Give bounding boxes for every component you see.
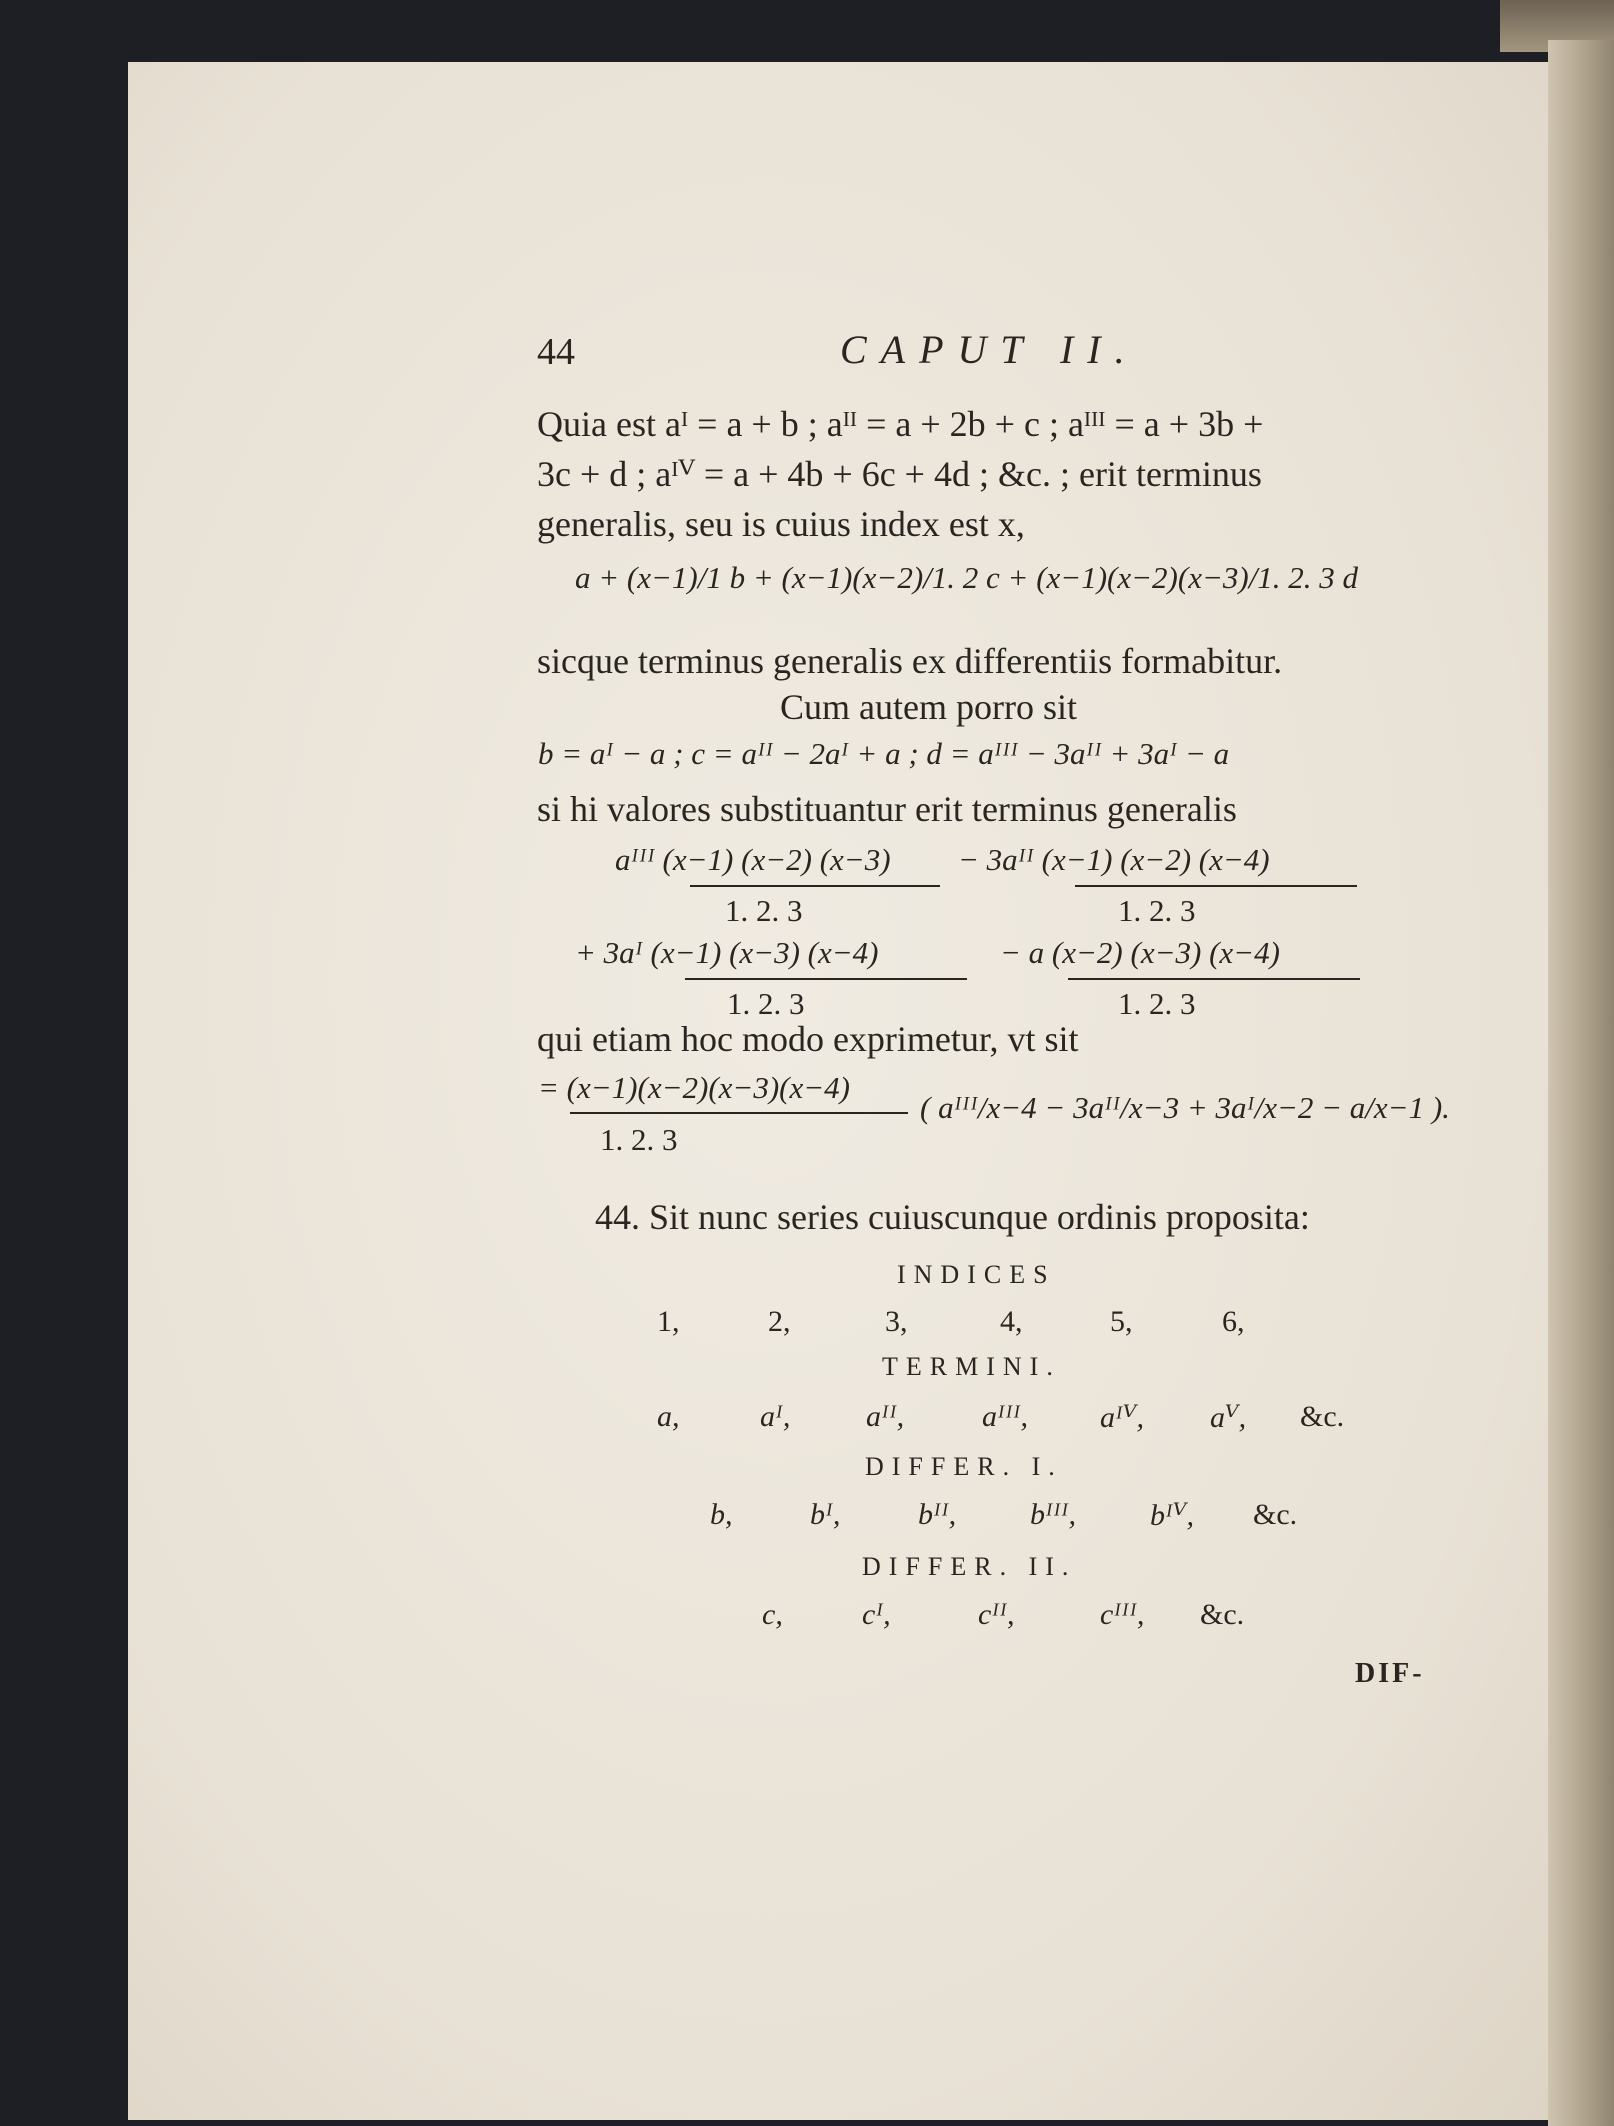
table-cell: cᴵ, <box>862 1598 891 1631</box>
table-cell: b, <box>710 1498 733 1531</box>
fraction-bar <box>1075 885 1357 887</box>
formula-differences: b = aᴵ − a ; c = aᴵᴵ − 2aᴵ + a ; d = aᴵᴵᴵ − 3aᴵᴵ + 3aᴵ − a <box>538 736 1230 771</box>
running-title: CAPUT II. <box>840 327 1139 372</box>
table-cell: aᴵⱽ, <box>1100 1401 1144 1434</box>
text-line: Cum autem porro sit <box>780 687 1077 727</box>
table-cell: 6, <box>1222 1305 1245 1338</box>
table-cell: &c. <box>1253 1498 1298 1531</box>
formula-term-numerator: aᴵᴵᴵ (x−1) (x−2) (x−3) <box>615 842 891 877</box>
section-heading: 44. Sit nunc series cuiuscunque ordinis proposita: <box>595 1197 1310 1237</box>
text-line: sicque terminus generalis ex differentiis formabitur. <box>537 641 1283 681</box>
fraction-bar <box>690 885 940 887</box>
formula-compact-denominator: 1. 2. 3 <box>600 1122 678 1157</box>
table-cell: cᴵᴵᴵ, <box>1100 1598 1145 1631</box>
table-cell: 2, <box>768 1305 791 1338</box>
page-number: 44 <box>537 331 575 373</box>
table-cell: aᴵᴵᴵ, <box>982 1400 1029 1433</box>
table-cell: aᴵ, <box>760 1400 791 1433</box>
text-line: Quia est aᴵ = a + b ; aᴵᴵ = a + 2b + c ; aᴵᴵᴵ = a + 3b + <box>537 404 1264 444</box>
fraction-bar <box>570 1112 908 1114</box>
table-cell: bᴵⱽ, <box>1150 1499 1194 1532</box>
fraction-bar <box>685 978 967 980</box>
table-heading-differ-2: DIFFER. II. <box>862 1552 1077 1581</box>
catchword: DIF- <box>1355 1658 1425 1689</box>
table-heading-indices: INDICES <box>897 1260 1056 1289</box>
text-line: qui etiam hoc modo exprimetur, vt sit <box>537 1019 1079 1059</box>
table-cell: a, <box>657 1400 680 1433</box>
table-cell: bᴵᴵ, <box>918 1498 957 1531</box>
table-cell: 4, <box>1000 1305 1023 1338</box>
table-cell: 1, <box>657 1305 680 1338</box>
text-line: generalis, seu is cuius index est x, <box>537 504 1025 544</box>
formula-term-numerator: + 3aᴵ (x−1) (x−3) (x−4) <box>575 935 879 970</box>
formula-compact-numerator: = (x−1)(x−2)(x−3)(x−4) <box>538 1070 850 1105</box>
table-cell: c, <box>762 1598 783 1631</box>
table-cell: cᴵᴵ, <box>978 1598 1015 1631</box>
table-cell: &c. <box>1200 1598 1245 1631</box>
formula-term-numerator: − 3aᴵᴵ (x−1) (x−2) (x−4) <box>958 842 1270 877</box>
table-cell: 3, <box>885 1305 908 1338</box>
formula-term-denominator: 1. 2. 3 <box>725 893 803 928</box>
table-cell: bᴵ, <box>810 1498 841 1531</box>
table-cell: aⱽ, <box>1210 1401 1247 1434</box>
text-line: si hi valores substituantur erit terminus generalis <box>537 789 1237 829</box>
table-cell: aᴵᴵ, <box>866 1400 905 1433</box>
formula-term-denominator: 1. 2. 3 <box>1118 893 1196 928</box>
table-heading-differ-1: DIFFER. I. <box>865 1452 1063 1481</box>
formula-compact-parenthesis: ( aᴵᴵᴵ/x−4 − 3aᴵᴵ/x−3 + 3aᴵ/x−2 − a/x−1 ). <box>920 1090 1450 1125</box>
table-cell: 5, <box>1110 1305 1133 1338</box>
fraction-bar <box>1068 978 1360 980</box>
formula-term-denominator: 1. 2. 3 <box>727 986 805 1021</box>
table-cell: &c. <box>1300 1400 1345 1433</box>
table-cell: bᴵᴵᴵ, <box>1030 1498 1077 1531</box>
formula-term-denominator: 1. 2. 3 <box>1118 986 1196 1021</box>
book-page-edge <box>1548 40 1614 2126</box>
text-line: 3c + d ; aᴵⱽ = a + 4b + 6c + 4d ; &c. ; erit terminus <box>537 454 1262 494</box>
formula-terminus: a + (x−1)/1 b + (x−1)(x−2)/1. 2 c + (x−1)(x−2)(x−3)/1. 2. 3 d <box>575 560 1359 595</box>
formula-term-numerator: − a (x−2) (x−3) (x−4) <box>1000 935 1280 970</box>
table-heading-termini: TERMINI. <box>882 1352 1061 1381</box>
